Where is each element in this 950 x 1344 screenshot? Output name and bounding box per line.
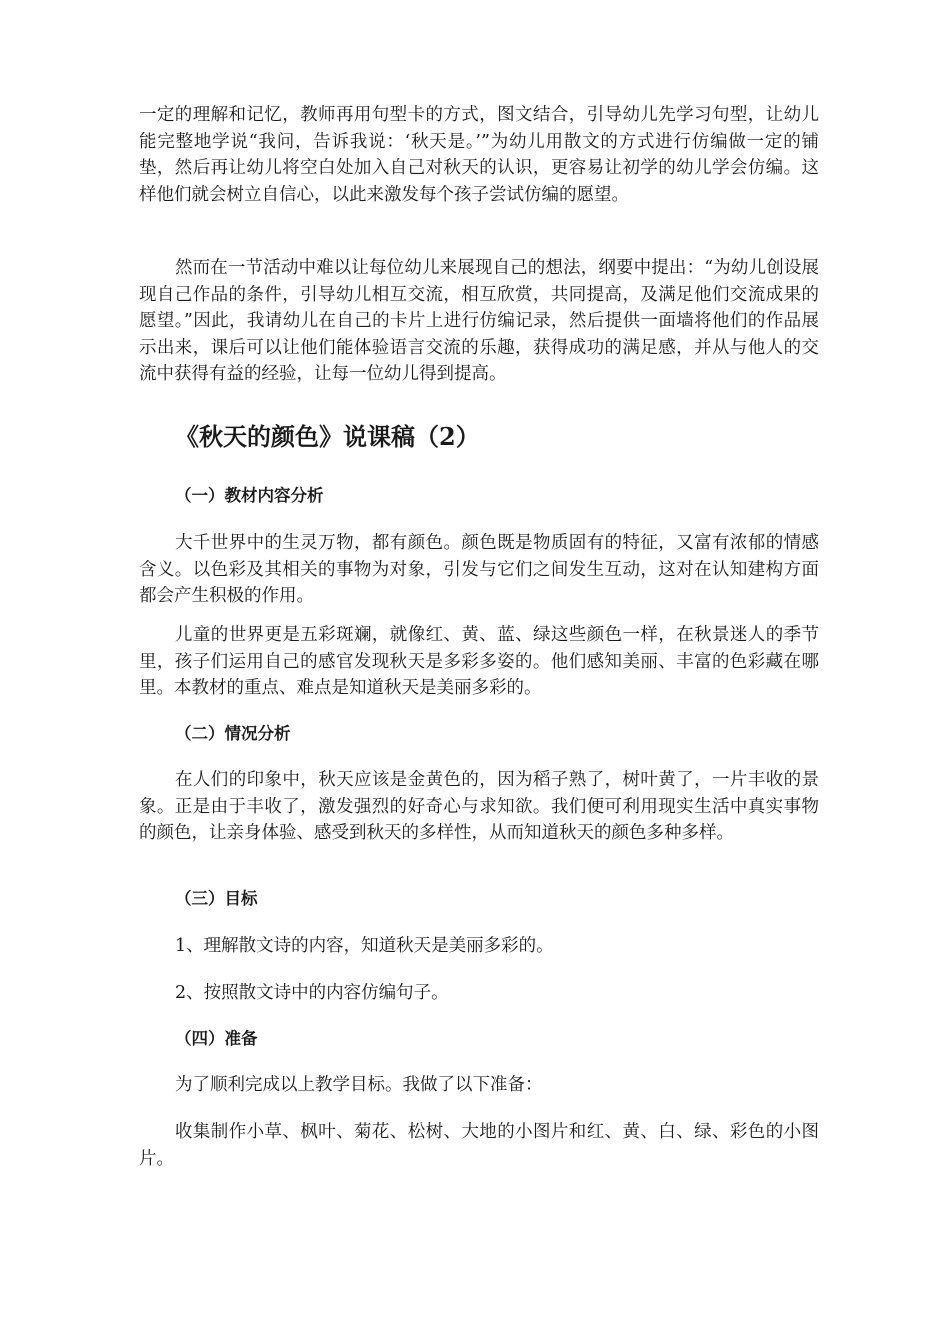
paragraph-showcase: 然而在一节活动中难以让每位幼儿来展现自己的想法，纲要中提出：“为幼儿创设展现自己作品的条件，引导幼儿相互交流，相互欣赏，共同提高，及满足他们交流成果的愿望。”因此，我请幼儿在自己的卡片上进行仿编记录，然后提供一面墙将他们的作品展示出来，课后可以让他们能体验语言交流的乐趣，获得成功的满足感，并从与他人的交流中获得有益的经验，让每一位幼儿得到提高。 xyxy=(139,258,819,384)
paragraph-materials-1: 大千世界中的生灵万物，都有颜色。颜色既是物质固有的特征，又富有浓郁的情感含义。以色彩及其相关的事物为对象，引发与它们之间发生互动，这对在认知建构方面都会产生积极的作用。 xyxy=(139,533,819,606)
section-heading-situation: （二）情况分析 xyxy=(175,724,291,743)
paragraph-materials-2: 儿童的世界更是五彩斑斓，就像红、黄、蓝、绿这些颜色一样，在秋景迷人的季节里，孩子们运用自己的感官发现秋天是多彩多姿的。他们感知美丽、丰富的色彩藏在哪里。本教材的重点、难点是知道秋天是美丽多彩的。 xyxy=(139,625,819,698)
paragraph-preparation-intro: 为了顺利完成以上教学目标。我做了以下准备： xyxy=(175,1075,543,1095)
paragraph-preparation-items: 收集制作小草、枫叶、菊花、松树、大地的小图片和红、黄、白、绿、彩色的小图片。 xyxy=(139,1122,819,1169)
section-heading-materials: （一）教材内容分析 xyxy=(175,486,324,505)
paragraph-sentence-pattern: 一定的理解和记忆，教师再用句型卡的方式，图文结合，引导幼儿先学习句型，让幼儿能完整地学说“我问，告诉我说：‘秋天是。’”为幼儿用散文的方式进行仿编做一定的铺垫，然后再让幼儿将空白处加入自己对秋天的认识，更容易让初学的幼儿学会仿编。这样他们就会树立自信心，以此来激发每个孩子尝试仿编的愿望。 xyxy=(139,105,819,205)
goal-item-2: 2、按照散文诗中的内容仿编句子。 xyxy=(175,983,449,1003)
section-heading-preparation: （四）准备 xyxy=(175,1029,258,1048)
paragraph-situation: 在人们的印象中，秋天应该是金黄色的，因为稻子熟了，树叶黄了，一片丰收的景象。正是由于丰收了，激发强烈的好奇心与求知欲。我们便可利用现实生活中真实事物的颜色，让亲身体验、感受到秋天的多样性，从而知道秋天的颜色多种多样。 xyxy=(139,770,819,843)
section-heading-goals: （三）目标 xyxy=(175,889,258,908)
goal-item-1: 1、理解散文诗的内容，知道秋天是美丽多彩的。 xyxy=(175,936,554,956)
page-title: 《秋天的颜色》说课稿（2） xyxy=(175,422,480,451)
